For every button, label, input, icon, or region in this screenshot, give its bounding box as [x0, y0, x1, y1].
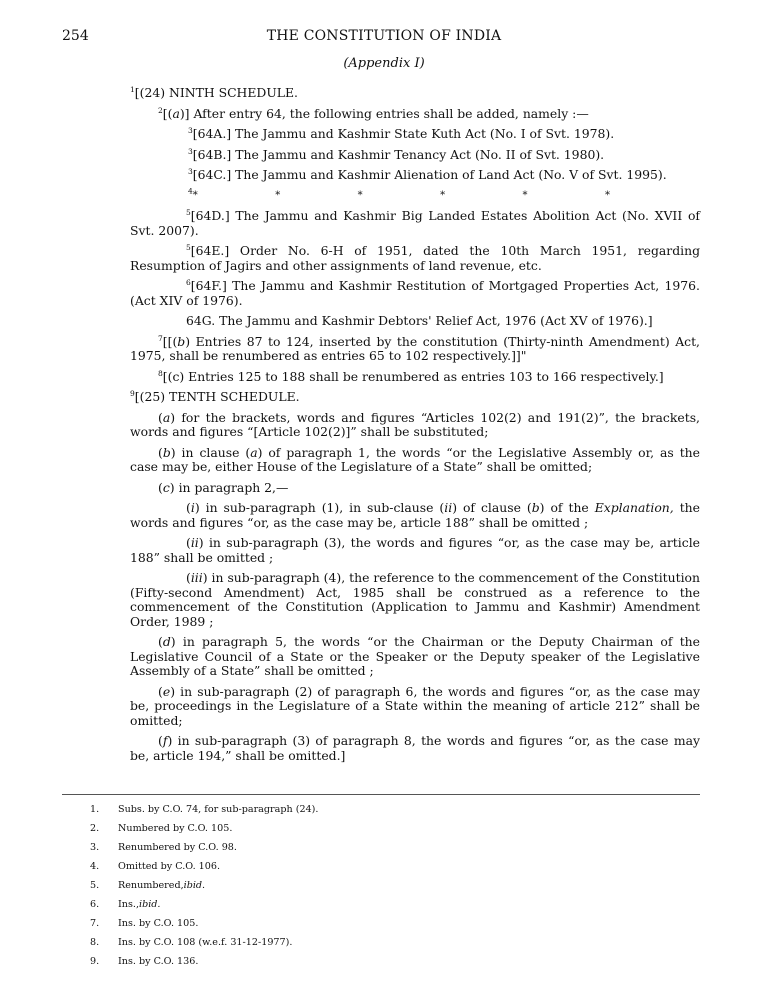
footnote-marker: 3 [188, 166, 193, 176]
footnotes [90, 800, 318, 971]
footnote-marker: 1 [130, 84, 135, 94]
footnote-marker: 5 [186, 207, 191, 217]
entry-64c: $^3$[64C.] The Jammu and Kashmir Alienation of Land Act (No. V of Svt. 1995). [188, 166, 667, 182]
tenth-schedule-heading: $^9$[(25) TENTH SCHEDULE. [130, 388, 300, 404]
footnote-marker: 4 [188, 186, 193, 196]
para-e: (e) in sub-paragraph (2) of paragraph 6, the words and figures “or, as the case may be, proceedings in the Legislature of a State within the meaning of article 212” shall be omitted; [130, 683, 700, 728]
footnote-marker: 6 [186, 277, 191, 287]
entry-64b: $^3$[64B.] The Jammu and Kashmir Tenancy Act (No. II of Svt. 1980). [188, 146, 605, 162]
ninth-schedule-heading: $^1$[(24) NINTH SCHEDULE. [130, 84, 298, 100]
footnote-marker: 2 [158, 105, 163, 115]
para-b: (b) in clause (a) of paragraph 1, the words “or the Legislative Assembly or, as the case may be, either House of the Legislature of a State” shall be omitted; [130, 444, 700, 474]
footnote-marker: 3 [188, 146, 193, 156]
para-c-ii: (ii) in sub-paragraph (3), the words and figures “or, as the case may be, article 188” shall be omitted ; [130, 535, 700, 565]
footnote-item: 4. Omitted by C.O. 106. [90, 861, 221, 872]
omission-stars: $^4$* * * * * * [188, 186, 610, 201]
clause-c-renumber: $^8$[(c) Entries 125 to 188 shall be renumbered as entries 103 to 166 respectively.] [158, 368, 664, 384]
entry-64f: $^6$[64F.] The Jammu and Kashmir Restitution of Mortgaged Properties Act, 1976. (Act XIV of 1976). [130, 277, 700, 308]
footnote-item: 8. Ins. by C.O. 108 (w.e.f. 31-12-1977). [90, 937, 293, 948]
entry-64e: $^5$[64E.] Order No. 6-H of 1951, dated the 10th March 1951, regarding Resumption of Jagirs and other assignments of land revenue, etc. [130, 242, 700, 273]
footnote-marker: 5 [186, 242, 191, 252]
footnote-marker: 3 [188, 125, 193, 135]
footnote-item: 1. Subs. by C.O. 74, for sub-paragraph (24). [90, 804, 319, 815]
footnote-item: 2. Numbered by C.O. 105. [90, 823, 233, 834]
para-a: (a) for the brackets, words and figures “Articles 102(2) and 191(2)”, the brackets, words and figures “[Article 102(2)]” shall be substituted; [130, 409, 700, 439]
entry-64a: $^3$[64A.] The Jammu and Kashmir State Kuth Act (No. I of Svt. 1978). [188, 125, 615, 141]
clause-a-intro: $^2$[(a)] After entry 64, the following entries shall be added, namely :— [158, 105, 589, 121]
document-body [130, 86, 700, 769]
footnote-item: 5. Renumbered, ibid. [90, 880, 206, 891]
appendix-label: (Appendix I) [343, 56, 425, 71]
footnote-marker: 9 [130, 388, 135, 398]
footnote-item: 6. Ins., ibid. [90, 899, 161, 910]
footnote-item: 7. Ins. by C.O. 105. [90, 918, 199, 929]
footnote-item: 3. Renumbered by C.O. 98. [90, 842, 237, 853]
para-c-i: (i) in sub-paragraph (1), in sub-clause (ii) of clause (b) of the Explanation, the words and figures “or, as the case may be, article 188” shall be omitted ; [130, 500, 700, 530]
para-d: (d) in paragraph 5, the words “or the Chairman or the Deputy Chairman of the Legislative Council of a State or the Speaker or the Deputy speaker of the Legislative Assembly of a State” shall be omitted ; [130, 634, 700, 678]
para-c-iii: (iii) in sub-paragraph (4), the reference to the commencement of the Constitution (Fifty-second Amendment) Act, 1985 shall be construed as a reference to the commencement of the Constitution (Application to Jammu and Kashmir) Amendment Order, 1989 ; [130, 570, 700, 629]
entry-64d: $^5$[64D.] The Jammu and Kashmir Big Landed Estates Abolition Act (No. XVII of Svt. 2007). [130, 207, 700, 238]
footnote-divider [62, 794, 700, 795]
para-f: (f) in sub-paragraph (3) of paragraph 8, the words and figures “or, as the case may be, article 194,” shall be omitted.] [130, 733, 700, 763]
footnote-item: 9. Ins. by C.O. 136. [90, 956, 199, 967]
clause-b-renumber: $^7$[[(b) Entries 87 to 124, inserted by the constitution (Thirty-ninth Amendment) Act, 1975, shall be renumbered as entries 65 to 102 respectively.]]" [130, 333, 700, 363]
footnote-marker: 7 [158, 333, 163, 343]
footnote-marker: 8 [158, 368, 163, 378]
running-title: THE CONSTITUTION OF INDIA [266, 28, 502, 44]
entry-64g: 64G. The Jammu and Kashmir Debtors' Relief Act, 1976 (Act XV of 1976).] [186, 313, 653, 328]
para-c: (c) in paragraph 2,— [158, 479, 289, 495]
page-number: 254 [62, 28, 89, 44]
